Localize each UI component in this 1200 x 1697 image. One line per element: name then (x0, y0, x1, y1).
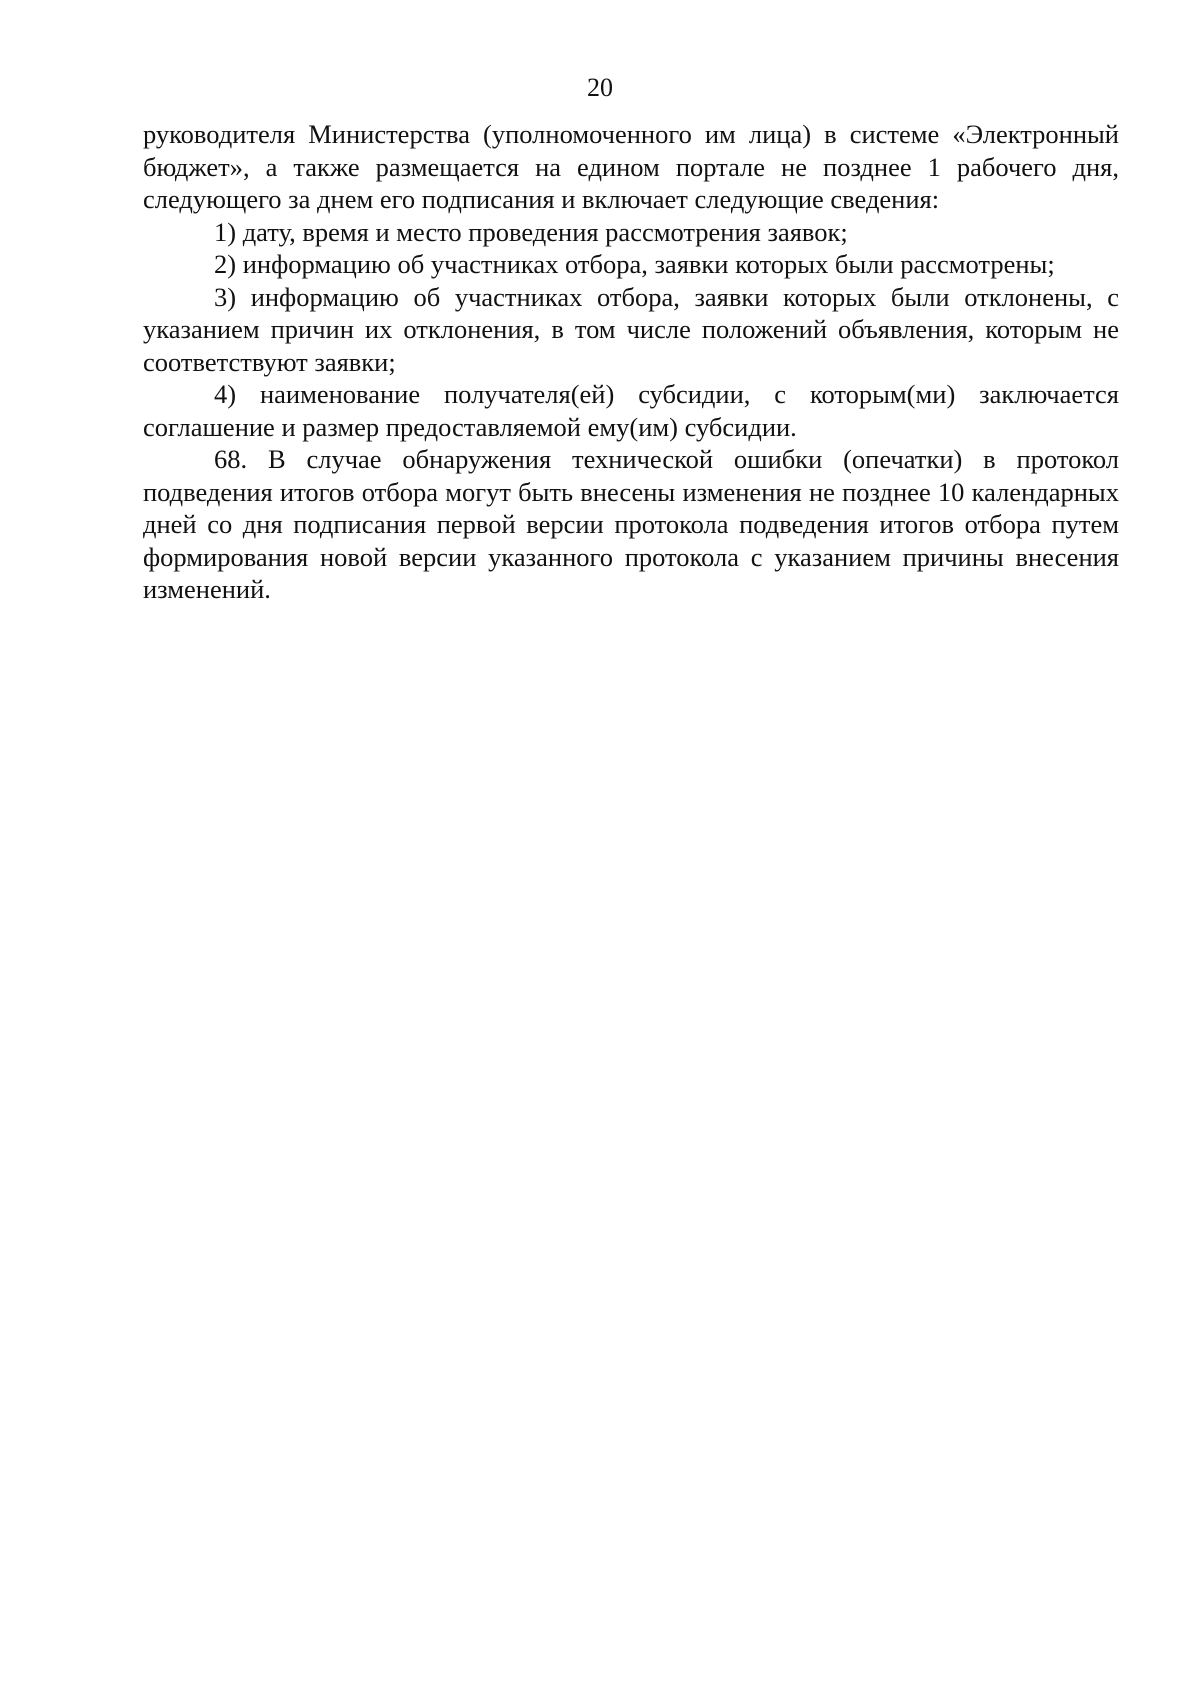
paragraph-continuation: руководителя Министерства (уполномоченного им лица) в системе «Электронный бюджет», а также размещается на едином портале не позднее 1 рабочего дня, следующего за днем его подписания и включает следующие сведения: (143, 119, 1119, 214)
paragraph-68: 68. В случае обнаружения технической ошибки (опечатки) в протокол подведения итогов отбора могут быть внесены изменения не позднее 10 календарных дней со дня подписания первой версии протокола подведения итогов отбора путем формирования новой версии указанного протокола с указанием причины внесения изменений. (143, 444, 1119, 604)
list-item-3: 3) информацию об участниках отбора, заявки которых были отклонены, с указанием причин их отклонения, в том числе положений объявления, которым не соответствуют заявки; (143, 281, 1119, 377)
document-body (143, 118, 1119, 606)
list-item-4: 4) наименование получателя(ей) субсидии, с которым(ми) заключается соглашение и размер предоставляемой ему(им) субсидии. (143, 379, 1119, 442)
list-item-2: 2) информацию об участниках отбора, заявки которых были рассмотрены; (214, 249, 1055, 279)
page-number: 20 (587, 73, 613, 102)
list-item-1: 1) дату, время и место проведения рассмотрения заявок; (214, 216, 848, 247)
